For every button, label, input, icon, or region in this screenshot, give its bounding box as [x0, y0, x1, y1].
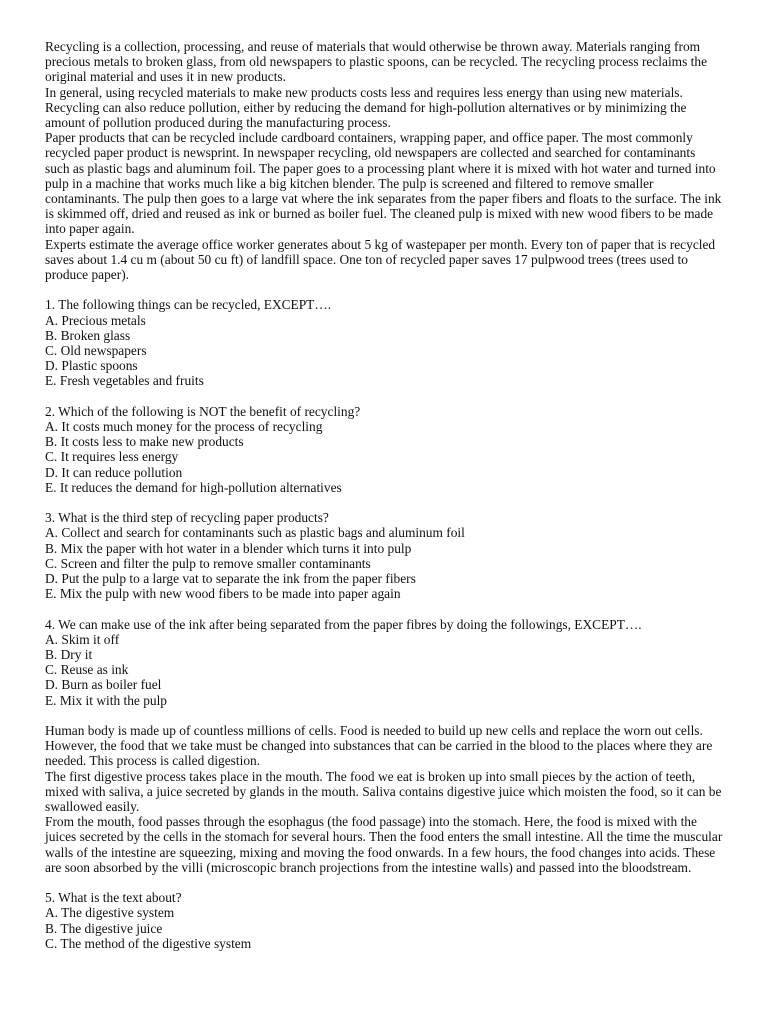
paragraph: From the mouth, food passes through the esophagus (the food passage) into the stomach. Here, the food is mixed with the juices secreted by the cells in the stomach for several hours. Then the food enters the small intestine. All the time the muscular walls of the intestine are squeezing, mixing and moving the food onwards. In a few hours, the food changes into acids. These are soon absorbed by the villi (microscopic branch projections from the intestine walls) and passed into the bloodstream.	[45, 814, 723, 875]
option-c: C. It requires less energy	[45, 449, 179, 465]
option-c: C. The method of the digestive system	[45, 935, 252, 951]
option-b: B. Mix the paper with hot water in a blender which turns it into pulp	[45, 540, 412, 556]
option-b: B. Dry it	[45, 647, 93, 663]
option-a: A. Precious metals	[45, 312, 146, 328]
paragraph: Recycling is a collection, processing, and reuse of materials that would otherwise be thrown away. Materials ranging from precious metals to broken glass, from old newspapers to plastic spoons, can be recycled. The recycling process reclaims the original material and uses it in new products.	[45, 39, 708, 85]
option-a: A. Skim it off	[45, 631, 120, 647]
option-b: B. It costs less to make new products	[45, 434, 244, 450]
option-c: C. Old newspapers	[45, 343, 147, 359]
option-d: D. Burn as boiler fuel	[45, 677, 162, 693]
paragraph: Experts estimate the average office worker generates about 5 kg of wastepaper per month. Every ton of paper that is recycled saves about 1.4 cu m (about 50 cu ft) of landfill space. One ton of recycled paper saves 17 pulpwood trees (trees used to produce paper).	[45, 236, 716, 283]
document-page	[45, 39, 723, 951]
option-d: D. It can reduce pollution	[45, 464, 183, 480]
passage-recycling	[45, 39, 723, 282]
paragraph: Paper products that can be recycled include cardboard containers, wrapping paper, and office paper. The most commonly recycled paper product is newsprint. In newspaper recycling, old newspapers are collected and searched for contaminants such as plastic bags and aluminum foil. The paper goes to a processing plant where it is mixed with hot water and turned into pulp in a machine that works much like a big kitchen blender. The pulp is screened and filtered to remove smaller contaminants. The pulp then goes to a large vat where the ink separates from the paper fibers and floats to the surface. The ink is skimmed off, dried and reused as ink or burned as boiler fuel. The cleaned pulp is mixed with new wood fibers to be made into paper again.	[45, 130, 722, 237]
option-d: D. Put the pulp to a large vat to separate the ink from the paper fibers	[45, 571, 416, 587]
question-text: 2. Which of the following is NOT the benefit of recycling?	[45, 403, 361, 419]
spacer	[45, 875, 723, 890]
option-a: A. The digestive system	[45, 905, 175, 921]
question-5	[45, 890, 723, 951]
question-text: 5. What is the text about?	[45, 890, 182, 906]
option-a: A. It costs much money for the process of recycling	[45, 419, 323, 435]
option-e: E. Fresh vegetables and fruits	[45, 373, 204, 389]
passage-digestion	[45, 723, 723, 875]
option-e: E. It reduces the demand for high-pollution alternatives	[45, 479, 342, 495]
option-a: A. Collect and search for contaminants such as plastic bags and aluminum foil	[45, 525, 465, 541]
question-1	[45, 297, 723, 388]
option-c: C. Screen and filter the pulp to remove smaller contaminants	[45, 555, 371, 571]
spacer	[45, 708, 723, 723]
option-e: E. Mix the pulp with new wood fibers to be made into paper again	[45, 586, 401, 602]
question-text: 1. The following things can be recycled, EXCEPT….	[45, 297, 332, 313]
spacer	[45, 495, 723, 510]
option-c: C. Reuse as ink	[45, 662, 129, 678]
option-d: D. Plastic spoons	[45, 358, 138, 374]
spacer	[45, 601, 723, 616]
spacer	[45, 389, 723, 404]
option-e: E. Mix it with the pulp	[45, 692, 167, 708]
spacer	[45, 282, 723, 297]
paragraph: In general, using recycled materials to make new products costs less and requires less energy than using new materials. Recycling can also reduce pollution, either by reducing the demand for high-pollution alternatives or by minimizing the amount of pollution produced during the manufacturing process.	[45, 84, 687, 131]
question-text: 4. We can make use of the ink after being separated from the paper fibres by doing the followings, EXCEPT….	[45, 616, 642, 632]
option-b: B. The digestive juice	[45, 920, 163, 936]
question-2	[45, 404, 723, 495]
question-4	[45, 617, 723, 708]
question-text: 3. What is the third step of recycling paper products?	[45, 510, 329, 526]
paragraph: Human body is made up of countless millions of cells. Food is needed to build up new cells and replace the worn out cells. However, the food that we take must be changed into substances that can be carried in the blood to the places where they are needed. This process is called digestion.	[45, 723, 713, 769]
paragraph: The first digestive process takes place in the mouth. The food we eat is broken up into small pieces by the action of teeth, mixed with saliva, a juice secreted by glands in the mouth. Saliva contains digestive juice which moisten the food, so it can be swallowed easily.	[45, 768, 722, 815]
question-3	[45, 510, 723, 601]
option-b: B. Broken glass	[45, 327, 131, 343]
